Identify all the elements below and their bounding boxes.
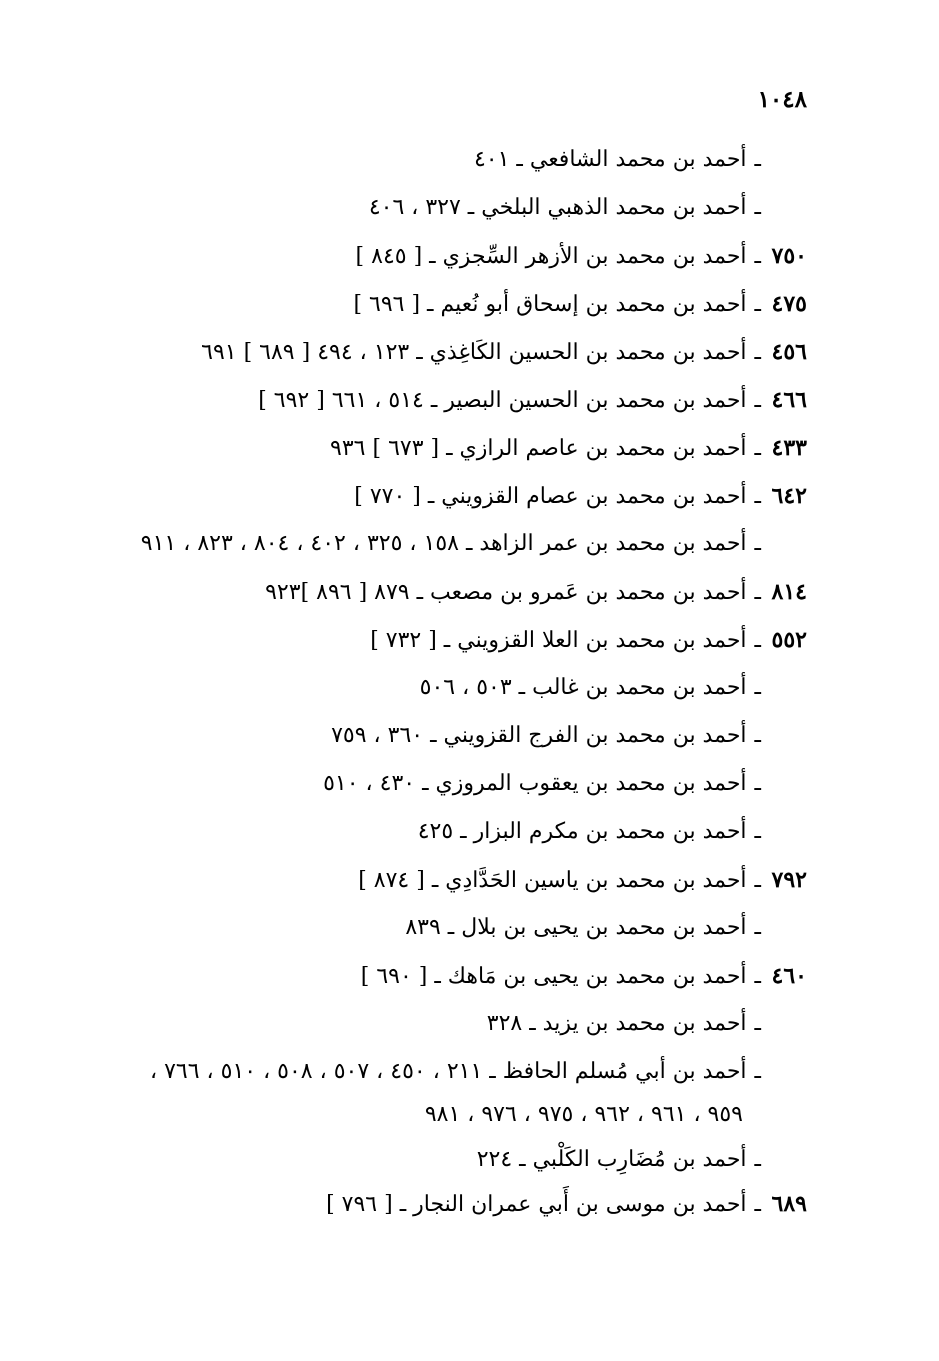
entry-text: أحمد بن محمد بن يعقوب المروزي ـ ٤٣٠ ، ٥١٠: [323, 771, 747, 796]
entry-dash: ـ: [754, 531, 761, 556]
index-entry: [353, 289, 807, 320]
entry-text: أحمد بن محمد الشافعي ـ ٤٠١: [473, 147, 747, 172]
index-entry: [361, 961, 807, 992]
entry-dash: ـ: [754, 340, 761, 365]
entry-text: أحمد بن محمد بن مكرم البزار ـ ٤٢٥: [417, 819, 747, 844]
entry-number: ٤٦٠: [771, 963, 807, 989]
entry-text: أحمد بن محمد بن عَمرو بن مصعب ـ ٨٧٩ [ ٨٩٦ ]٩٢٣: [265, 580, 747, 605]
entry-text: أحمد بن محمد بن يحيى بن مَاهك ـ [ ٦٩٠ ]: [360, 964, 747, 989]
index-entry: [354, 481, 807, 512]
index-entry: [405, 913, 807, 943]
entry-text: أحمد بن محمد بن عاصم الرازي ـ [ ٦٧٣ ] ٩٣٦: [330, 436, 747, 461]
entry-text: أحمد بن محمد بن الأزهر السِّجزي ـ [ ٨٤٥ ]: [355, 244, 747, 269]
entry-continuation: ٩٥٩ ، ٩٦١ ، ٩٦٢ ، ٩٧٥ ، ٩٧٦ ، ٩٨١: [424, 1102, 743, 1127]
index-entry: [418, 817, 807, 847]
entry-dash: ـ: [754, 819, 761, 844]
entry-number: ٦٤٢: [771, 483, 807, 509]
entry-text: أحمد بن محمد بن الحسين الكَاغِذي ـ ١٢٣ ، ٤٩٤ [ ٦٨٩ ] ٦٩١: [201, 340, 747, 365]
index-entry: [141, 529, 807, 559]
index-entry: [369, 193, 807, 223]
entry-number: ٤٥٦: [771, 339, 807, 365]
entry-dash: ـ: [754, 771, 761, 796]
index-entry: [265, 577, 807, 608]
entry-text: أحمد بن محمد بن عصام القزويني ـ [ ٧٧٠ ]: [354, 484, 747, 509]
entry-number: ٤٦٦: [771, 387, 807, 413]
entry-text: أحمد بن محمد بن العلا القزويني ـ [ ٧٣٢ ]: [370, 628, 747, 653]
entry-number: ٥٥٢: [771, 627, 807, 653]
index-entry: [477, 1145, 807, 1175]
index-entry: [356, 241, 807, 272]
index-entry: [201, 337, 807, 368]
entry-text: أحمد بن محمد بن غالب ـ ٥٠٣ ، ٥٠٦: [419, 675, 747, 700]
entry-text: أحمد بن محمد الذهبي البلخي ـ ٣٢٧ ، ٤٠٦: [368, 195, 747, 220]
index-entry: [258, 385, 807, 416]
entry-dash: ـ: [754, 628, 761, 653]
entry-text: أحمد بن محمد بن يزيد ـ ٣٢٨: [486, 1011, 747, 1036]
entry-dash: ـ: [754, 675, 761, 700]
entry-dash: ـ: [754, 1147, 761, 1172]
entry-text: أحمد بن محمد بن يحيى بن بلال ـ ٨٣٩: [405, 915, 747, 940]
entry-text: أحمد بن مُضَارِب الكَلْبي ـ ٢٢٤: [476, 1147, 747, 1172]
index-entry: [420, 673, 807, 703]
entry-dash: ـ: [754, 868, 761, 893]
entry-dash: ـ: [754, 244, 761, 269]
index-entry: [474, 145, 807, 175]
entry-text: أحمد بن محمد بن عمر الزاهد ـ ١٥٨ ، ٣٢٥ ، ٤٠٢ ، ٨٠٤ ، ٨٢٣ ، ٩١١: [140, 531, 747, 556]
entry-dash: ـ: [754, 436, 761, 461]
index-entry: [370, 625, 807, 656]
entry-text: أحمد بن محمد بن الفرج القزويني ـ ٣٦٠ ، ٧٥٩: [331, 723, 747, 748]
entry-dash: ـ: [754, 1011, 761, 1036]
index-entry: [331, 721, 807, 751]
entry-number: ٧٥٠: [771, 243, 807, 269]
page-number: ١٠٤٨: [757, 86, 807, 113]
entry-text: أحمد بن محمد بن الحسين البصير ـ ٥١٤ ، ٦٦١ [ ٦٩٢ ]: [258, 388, 747, 413]
entry-dash: ـ: [754, 292, 761, 317]
entry-dash: ـ: [754, 580, 761, 605]
index-entry: [330, 433, 807, 464]
entry-number: ٧٩٢: [771, 867, 807, 893]
entry-number: ٦٨٩: [771, 1191, 807, 1217]
entry-dash: ـ: [754, 1192, 761, 1217]
index-entry: [150, 1057, 807, 1087]
entry-number: ٨١٤: [771, 579, 807, 605]
entry-dash: ـ: [754, 964, 761, 989]
index-entry: [323, 769, 807, 799]
index-entry: [487, 1009, 807, 1039]
entry-number: ٤٣٣: [771, 435, 807, 461]
entry-dash: ـ: [754, 1059, 761, 1084]
entry-dash: ـ: [754, 484, 761, 509]
index-entry: [326, 1189, 807, 1220]
entry-number: ٤٧٥: [771, 291, 807, 317]
entry-dash: ـ: [754, 388, 761, 413]
entry-dash: ـ: [754, 915, 761, 940]
entry-dash: ـ: [754, 195, 761, 220]
entry-dash: ـ: [754, 147, 761, 172]
entry-text: أحمد بن محمد بن إسحاق أبو نُعيم ـ [ ٦٩٦ ]: [353, 292, 747, 317]
index-entry: [358, 865, 807, 896]
entry-dash: ـ: [754, 723, 761, 748]
entry-text: أحمد بن أبي مُسلم الحافظ ـ ٢١١ ، ٤٥٠ ، ٥٠٧ ، ٥٠٨ ، ٥١٠ ، ٧٦٦ ،: [149, 1059, 747, 1084]
entry-text: أحمد بن محمد بن ياسين الحَدَّادِي ـ [ ٨٧٤ ]: [358, 868, 747, 893]
entry-text: أحمد بن موسى بن أَبي عمران النجار ـ [ ٧٩٦ ]: [326, 1192, 747, 1217]
